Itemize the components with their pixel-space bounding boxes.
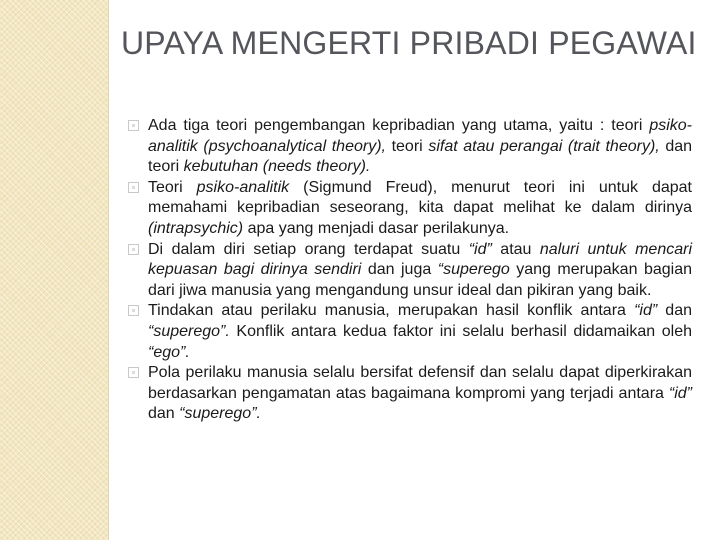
bullet-item bbox=[128, 363, 692, 425]
bullet-square-icon bbox=[128, 244, 139, 255]
bullet-text bbox=[148, 179, 692, 237]
bullet-text-run: apa yang menjadi dasar perilakunya. bbox=[243, 219, 510, 237]
bullet-text bbox=[148, 241, 692, 299]
bullet-list bbox=[128, 116, 692, 425]
bullet-text-run: naluri untuk mencari kepuasan bagi dirinya sendiri bbox=[148, 240, 692, 279]
bullet-text-run: “ego”. bbox=[148, 343, 190, 361]
bullet-text-run: (intrapsychic) bbox=[148, 219, 244, 237]
bullet-text-run: “superego bbox=[437, 261, 510, 279]
bullet-text-run: dan bbox=[657, 302, 692, 320]
bullet-text-run: kebutuhan (needs theory). bbox=[183, 158, 371, 176]
bullet-text-run: yang merupakan bagian dari jiwa manusia yang mengandung unsur ideal dan pikiran yang baik. bbox=[148, 261, 693, 299]
bullet-text-run: “superego”. bbox=[148, 322, 230, 340]
bullet-square-icon bbox=[128, 305, 139, 316]
bullet-text-run: teori bbox=[385, 137, 429, 155]
bullet-text bbox=[148, 364, 692, 422]
bullet-square-icon bbox=[128, 182, 139, 193]
bullet-text bbox=[148, 117, 692, 175]
bullet-item bbox=[128, 116, 692, 178]
bullet-item bbox=[128, 240, 692, 302]
bullet-item bbox=[128, 301, 692, 363]
bullet-text-run: Pola perilaku manusia selalu bersifat defensif dan selalu dapat diperkirakan berdasarkan pengamatan atas bagaimana kompromi yang terjadi antara bbox=[148, 364, 692, 402]
bullet-text-run: “id” bbox=[468, 240, 492, 258]
bullet-text-run: Teori bbox=[148, 178, 197, 196]
bullet-text bbox=[148, 302, 692, 360]
bullet-square-icon bbox=[128, 367, 139, 378]
bullet-text-run: psiko-analitik (psychoanalytical theory), bbox=[148, 117, 692, 155]
bullet-square-icon bbox=[128, 120, 139, 131]
bullet-text-run: dan bbox=[148, 405, 180, 423]
bullet-text-run: psiko-analitik bbox=[196, 178, 290, 196]
slide-title: UPAYA MENGERTI PRIBADI PEGAWAI bbox=[121, 25, 697, 61]
bullet-text-run: “id” bbox=[634, 302, 658, 320]
bullet-item bbox=[128, 178, 692, 240]
bullet-text-run: Di dalam diri setiap orang terdapat suatu bbox=[148, 240, 469, 258]
bullet-text-run: Tindakan atau perilaku manusia, merupakan hasil konflik antara bbox=[148, 302, 635, 320]
bullet-text-run: Ada tiga teori pengembangan kepribadian yang utama, yaitu : teori bbox=[148, 117, 650, 134]
bullet-text-run: atau bbox=[491, 240, 540, 258]
decorative-side-band bbox=[0, 0, 108, 540]
bullet-text-run: Konflik antara kedua faktor ini selalu berhasil didamaikan oleh bbox=[229, 322, 692, 340]
side-band-divider bbox=[108, 0, 109, 540]
bullet-text-run: (Sigmund Freud), menurut teori ini untuk dapat memahami kepribadian seseorang, kita dapat melihat ke dalam dirinya bbox=[148, 178, 693, 217]
bullet-text-run: “superego”. bbox=[179, 405, 261, 423]
bullet-text-run: dan teori bbox=[148, 137, 693, 176]
bullet-text-run: “id” bbox=[668, 384, 692, 402]
bullet-text-run: dan juga bbox=[361, 261, 438, 279]
bullet-text-run: sifat atau perangai (trait theory), bbox=[428, 137, 660, 155]
